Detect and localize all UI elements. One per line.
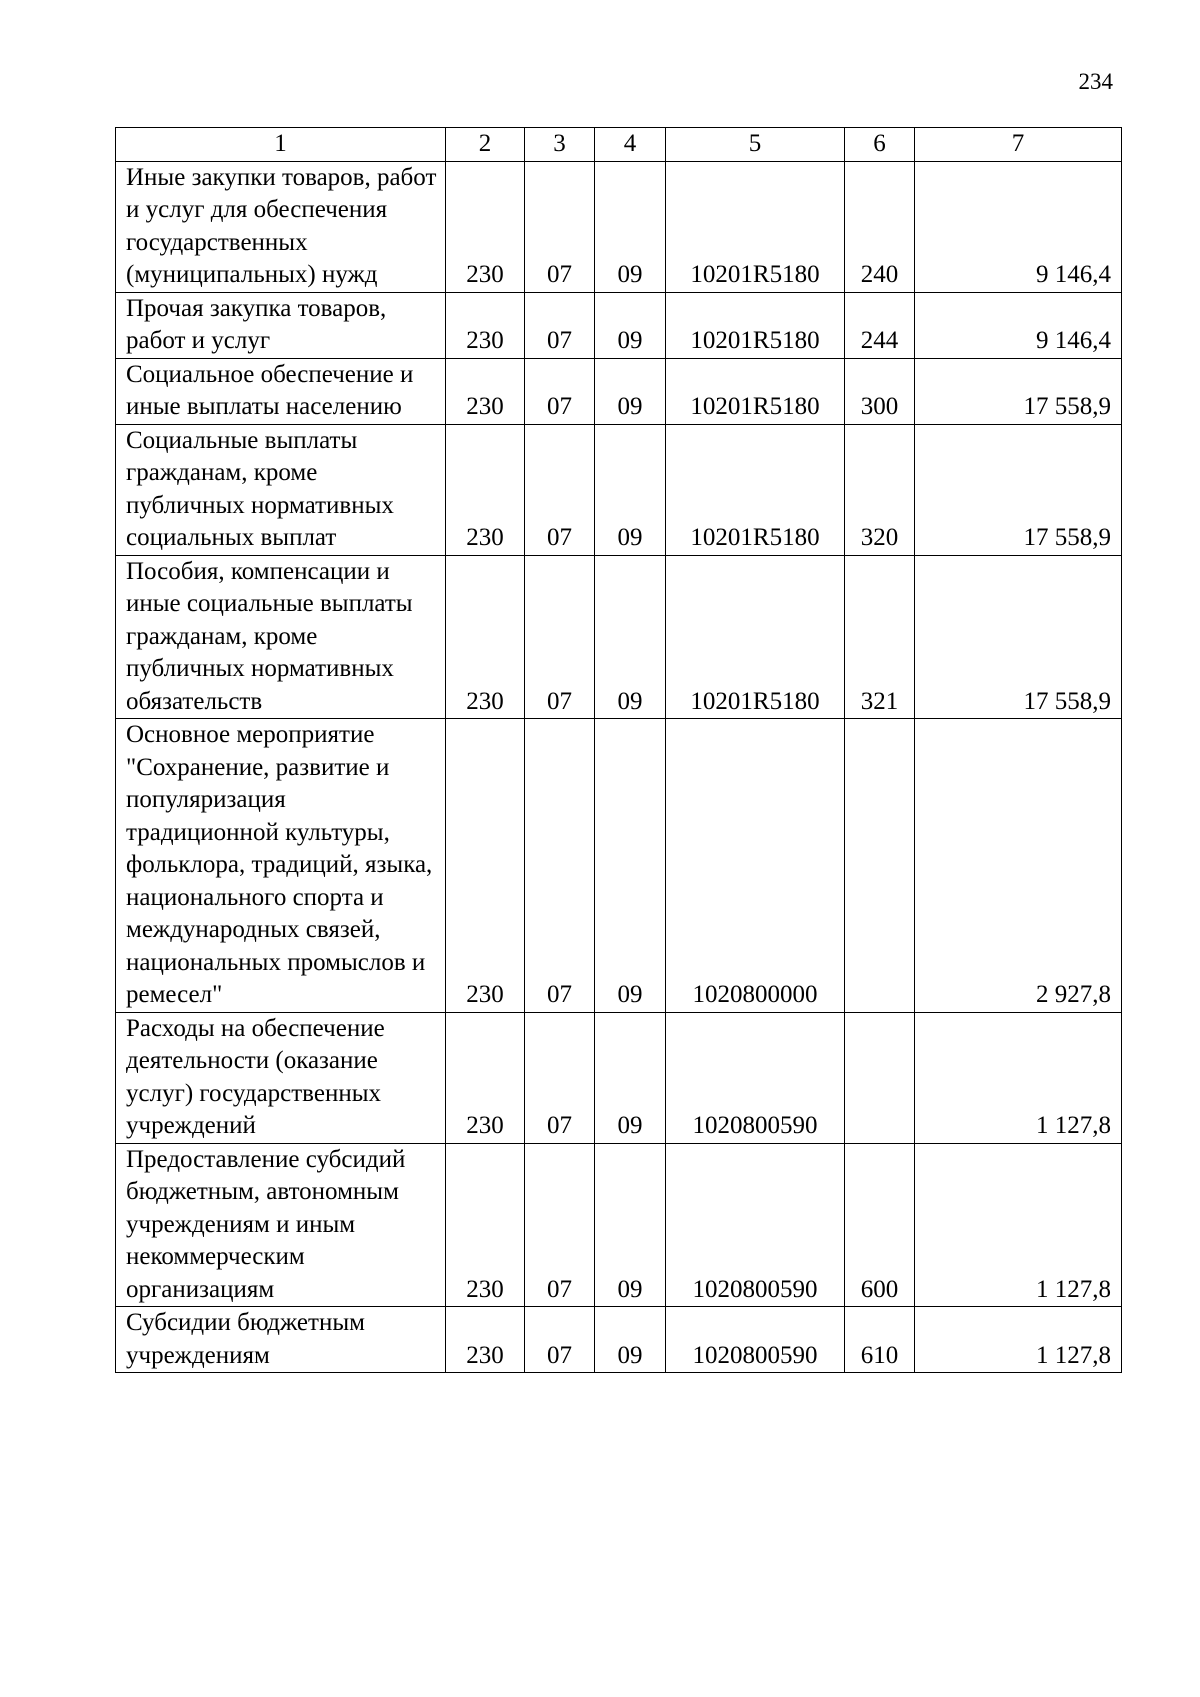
row-name: Предоставление субсидий бюджетным, автономным учреждениям и иным некоммерческим организациям [116, 1143, 446, 1307]
row-c5: 10201R5180 [666, 555, 845, 719]
row-c4: 09 [595, 719, 666, 1013]
row-c6: 320 [845, 424, 915, 555]
column-header-3: 3 [525, 128, 595, 162]
row-name: Прочая закупка товаров, работ и услуг [116, 292, 446, 358]
row-c4: 09 [595, 424, 666, 555]
row-amount: 1 127,8 [915, 1143, 1122, 1307]
row-name: Основное мероприятие "Сохранение, развитие и популяризация традиционной культуры, фольклора, традиций, языка, национального спорта и международных связей, национальных промыслов и ремесел" [116, 719, 446, 1013]
table-row [116, 1012, 1122, 1143]
page-number: 234 [1078, 69, 1113, 94]
column-header-7: 7 [915, 128, 1122, 162]
row-c2: 230 [446, 719, 525, 1013]
row-amount: 9 146,4 [915, 292, 1122, 358]
row-name: Иные закупки товаров, работ и услуг для обеспечения государственных (муниципальных) нужд [116, 161, 446, 292]
row-name: Расходы на обеспечение деятельности (оказание услуг) государственных учреждений [116, 1012, 446, 1143]
row-c5: 1020800000 [666, 719, 845, 1013]
table-row [116, 719, 1122, 1013]
row-c3: 07 [525, 424, 595, 555]
row-c3: 07 [525, 1143, 595, 1307]
row-c6: 321 [845, 555, 915, 719]
row-c3: 07 [525, 1012, 595, 1143]
row-c2: 230 [446, 1012, 525, 1143]
column-header-2: 2 [446, 128, 525, 162]
row-c4: 09 [595, 292, 666, 358]
row-c5: 10201R5180 [666, 292, 845, 358]
row-amount: 1 127,8 [915, 1307, 1122, 1373]
row-c3: 07 [525, 555, 595, 719]
row-c2: 230 [446, 424, 525, 555]
row-c2: 230 [446, 555, 525, 719]
row-c6: 240 [845, 161, 915, 292]
table-row [116, 555, 1122, 719]
row-amount: 9 146,4 [915, 161, 1122, 292]
row-name: Пособия, компенсации и иные социальные выплаты гражданам, кроме публичных нормативных обязательств [116, 555, 446, 719]
row-name: Субсидии бюджетным учреждениям [116, 1307, 446, 1373]
table-row [116, 424, 1122, 555]
column-header-6: 6 [845, 128, 915, 162]
row-c6: 600 [845, 1143, 915, 1307]
row-c4: 09 [595, 1012, 666, 1143]
column-header-4: 4 [595, 128, 666, 162]
row-c4: 09 [595, 161, 666, 292]
row-c6 [845, 1012, 915, 1143]
table-row [116, 161, 1122, 292]
row-c2: 230 [446, 1307, 525, 1373]
table-row [116, 292, 1122, 358]
row-c3: 07 [525, 292, 595, 358]
row-amount: 1 127,8 [915, 1012, 1122, 1143]
table-row [116, 1307, 1122, 1373]
row-c2: 230 [446, 1143, 525, 1307]
row-c6 [845, 719, 915, 1013]
column-header-1: 1 [116, 128, 446, 162]
row-c2: 230 [446, 358, 525, 424]
row-c3: 07 [525, 1307, 595, 1373]
row-c3: 07 [525, 161, 595, 292]
budget-table [115, 127, 1122, 1373]
row-c5: 10201R5180 [666, 161, 845, 292]
row-c5: 10201R5180 [666, 424, 845, 555]
row-amount: 2 927,8 [915, 719, 1122, 1013]
row-amount: 17 558,9 [915, 424, 1122, 555]
row-amount: 17 558,9 [915, 555, 1122, 719]
row-c4: 09 [595, 1143, 666, 1307]
column-header-5: 5 [666, 128, 845, 162]
row-c6: 300 [845, 358, 915, 424]
row-amount: 17 558,9 [915, 358, 1122, 424]
row-name: Социальное обеспечение и иные выплаты населению [116, 358, 446, 424]
row-c4: 09 [595, 555, 666, 719]
row-c3: 07 [525, 719, 595, 1013]
row-c5: 1020800590 [666, 1307, 845, 1373]
table-row [116, 1143, 1122, 1307]
row-name: Социальные выплаты гражданам, кроме публичных нормативных социальных выплат [116, 424, 446, 555]
row-c6: 244 [845, 292, 915, 358]
row-c4: 09 [595, 1307, 666, 1373]
row-c6: 610 [845, 1307, 915, 1373]
row-c2: 230 [446, 292, 525, 358]
row-c2: 230 [446, 161, 525, 292]
table-row [116, 358, 1122, 424]
row-c5: 10201R5180 [666, 358, 845, 424]
row-c5: 1020800590 [666, 1143, 845, 1307]
row-c5: 1020800590 [666, 1012, 845, 1143]
row-c3: 07 [525, 358, 595, 424]
header-row [116, 128, 1122, 162]
row-c4: 09 [595, 358, 666, 424]
